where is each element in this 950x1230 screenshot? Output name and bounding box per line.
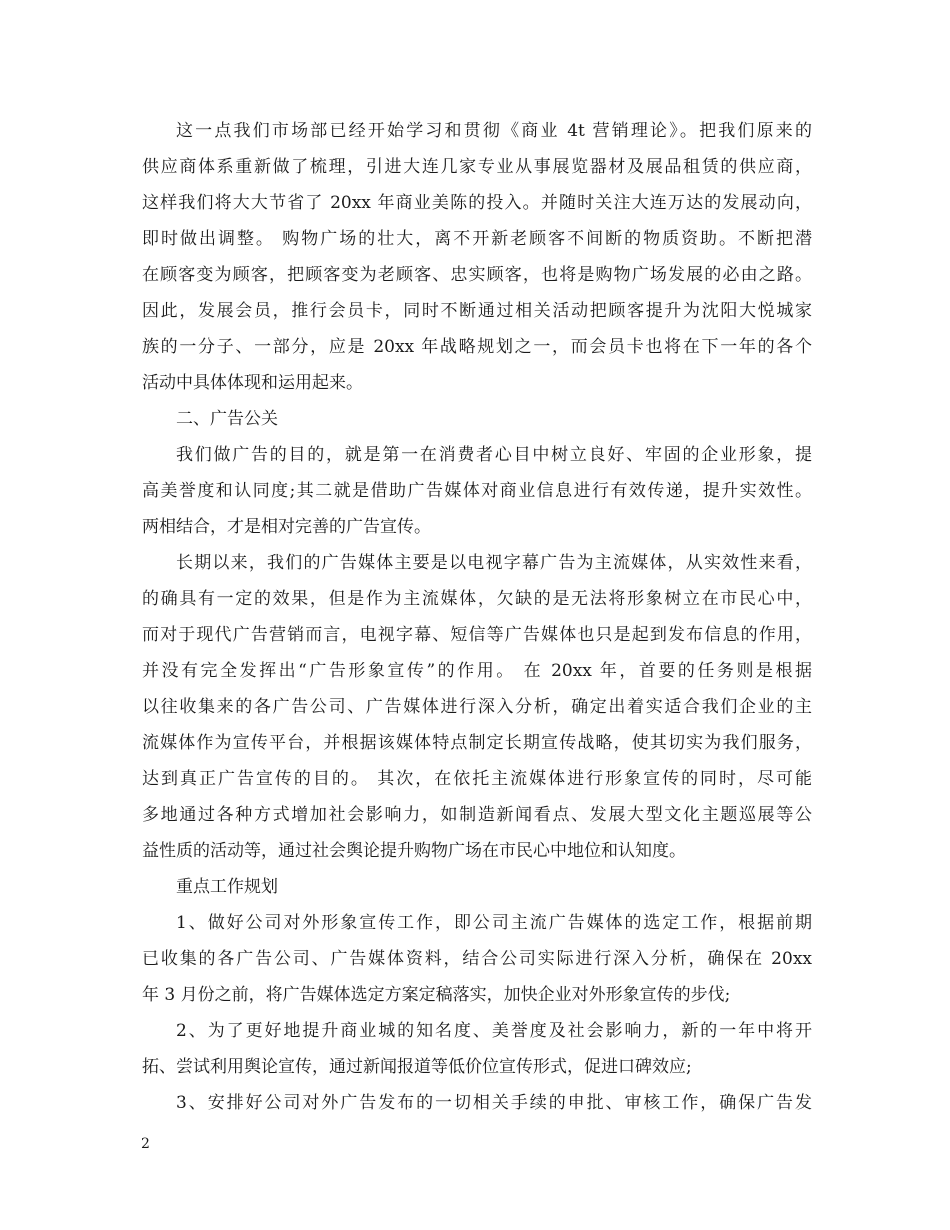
text-line: 因此，发展会员，推行会员卡，同时不断通过相关活动把顾客提升为沈阳大悦城家 — [142, 301, 812, 321]
text-line: 即时做出调整。 购物广场的壮大，离不开新老顾客不间断的物质资助。不断把潜 — [142, 229, 812, 249]
text-line: 达到真正广告宣传的目的。 其次，在依托主流媒体进行形象宣传的同时，尽可能 — [142, 769, 812, 789]
text-line: 而对于现代广告营销而言，电视字幕、短信等广告媒体也只是起到发布信息的作用， — [142, 625, 812, 645]
text-line: 两相结合，才是相对完善的广告宣传。 — [142, 517, 431, 537]
text-line: 并没有完全发挥出“广告形象宣传”的作用。 在 20xx 年，首要的任务则是根据 — [142, 661, 812, 681]
text-line: 1、做好公司对外形象宣传工作，即公司主流广告媒体的选定工作，根据前期 — [176, 913, 812, 933]
text-line: 2、为了更好地提升商业城的知名度、美誉度及社会影响力，新的一年中将开 — [176, 1021, 812, 1041]
text-line: 年 3 月份之前，将广告媒体选定方案定稿落实，加快企业对外形象宣传的步伐; — [142, 985, 731, 1005]
section-heading: 重点工作规划 — [176, 877, 278, 897]
text-line: 以往收集来的各广告公司、广告媒体进行深入分析，确定出着实适合我们企业的主 — [142, 697, 812, 717]
text-line: 这样我们将大大节省了 20xx 年商业美陈的投入。并随时关注大连万达的发展动向， — [142, 193, 812, 213]
page-number: 2 — [141, 1136, 150, 1152]
text-line: 活动中具体体现和运用起来。 — [142, 373, 363, 393]
text-line: 已收集的各广告公司、广告媒体资料，结合公司实际进行深入分析，确保在 20xx — [142, 949, 812, 969]
text-line: 高美誉度和认同度;其二就是借助广告媒体对商业信息进行有效传递，提升实效性。 — [142, 481, 812, 501]
text-line: 益性质的活动等，通过社会舆论提升购物广场在市民心中地位和认知度。 — [142, 841, 686, 861]
text-line: 多地通过各种方式增加社会影响力，如制造新闻看点、发展大型文化主题巡展等公 — [142, 805, 812, 825]
text-line: 在顾客变为顾客，把顾客变为老顾客、忠实顾客，也将是购物广场发展的必由之路。 — [142, 265, 812, 285]
section-heading: 二、广告公关 — [176, 409, 278, 429]
text-line: 这一点我们市场部已经开始学习和贯彻《商业 4t 营销理论》。把我们原来的 — [176, 121, 812, 141]
text-line: 供应商体系重新做了梳理，引进大连几家专业从事展览器材及展品租赁的供应商， — [142, 157, 812, 177]
text-line: 族的一分子、一部分，应是 20xx 年战略规划之一，而会员卡也将在下一年的各个 — [142, 337, 812, 357]
text-line: 流媒体作为宣传平台，并根据该媒体特点制定长期宣传战略，使其切实为我们服务， — [142, 733, 812, 753]
text-line: 我们做广告的目的，就是第一在消费者心目中树立良好、牢固的企业形象，提 — [176, 445, 812, 465]
text-line: 3、安排好公司对外广告发布的一切相关手续的申批、审核工作，确保广告发 — [176, 1093, 812, 1113]
text-line: 拓、尝试利用舆论宣传，通过新闻报道等低价位宣传形式，促进口碑效应; — [142, 1057, 692, 1077]
text-line: 长期以来，我们的广告媒体主要是以电视字幕广告为主流媒体，从实效性来看， — [176, 553, 812, 573]
text-line: 的确具有一定的效果，但是作为主流媒体，欠缺的是无法将形象树立在市民心中， — [142, 589, 812, 609]
